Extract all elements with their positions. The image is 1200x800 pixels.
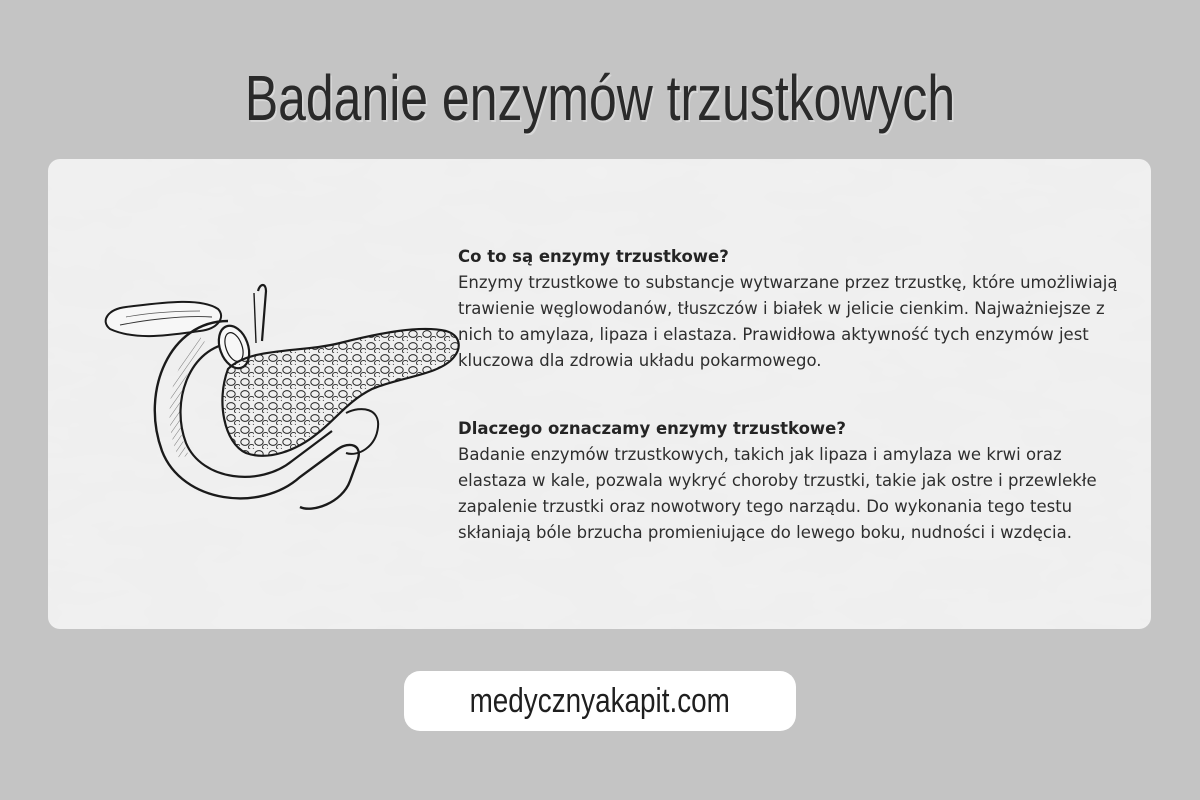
section-body: Badanie enzymów trzustkowych, takich jak lipaza i amylaza we krwi oraz elastaza w kale, pozwala wykryć choroby trzustki, takie jak ostre i przewlekłe zapalenie trzustki oraz nowotwory tego narządu. Do wykonania tego testu skłaniają bóle brzucha promieniujące do lewego boku, nudności i wzdęcia.: [458, 445, 1097, 542]
page-title: Badanie enzymów trzustkowych: [244, 62, 956, 134]
pancreas-illustration-icon: [100, 281, 470, 521]
site-url[interactable]: medycznyakapit.com: [469, 681, 731, 720]
section-heading: Co to są enzymy trzustkowe?: [458, 247, 729, 266]
site-badge[interactable]: [404, 671, 796, 731]
section-why-test: [458, 416, 1118, 546]
section-heading: Dlaczego oznaczamy enzymy trzustkowe?: [458, 419, 846, 438]
section-body: Enzymy trzustkowe to substancje wytwarzane przez trzustkę, które umożliwiają trawienie węglowodanów, tłuszczów i białek w jelicie cienkim. Najważniejsze z nich to amylaza, lipaza i elastaza. Prawidłowa aktywność tych enzymów jest kluczowa dla zdrowia układu pokarmowego.: [458, 273, 1118, 370]
content-card: [48, 159, 1151, 629]
section-what-are-enzymes: [458, 244, 1118, 374]
